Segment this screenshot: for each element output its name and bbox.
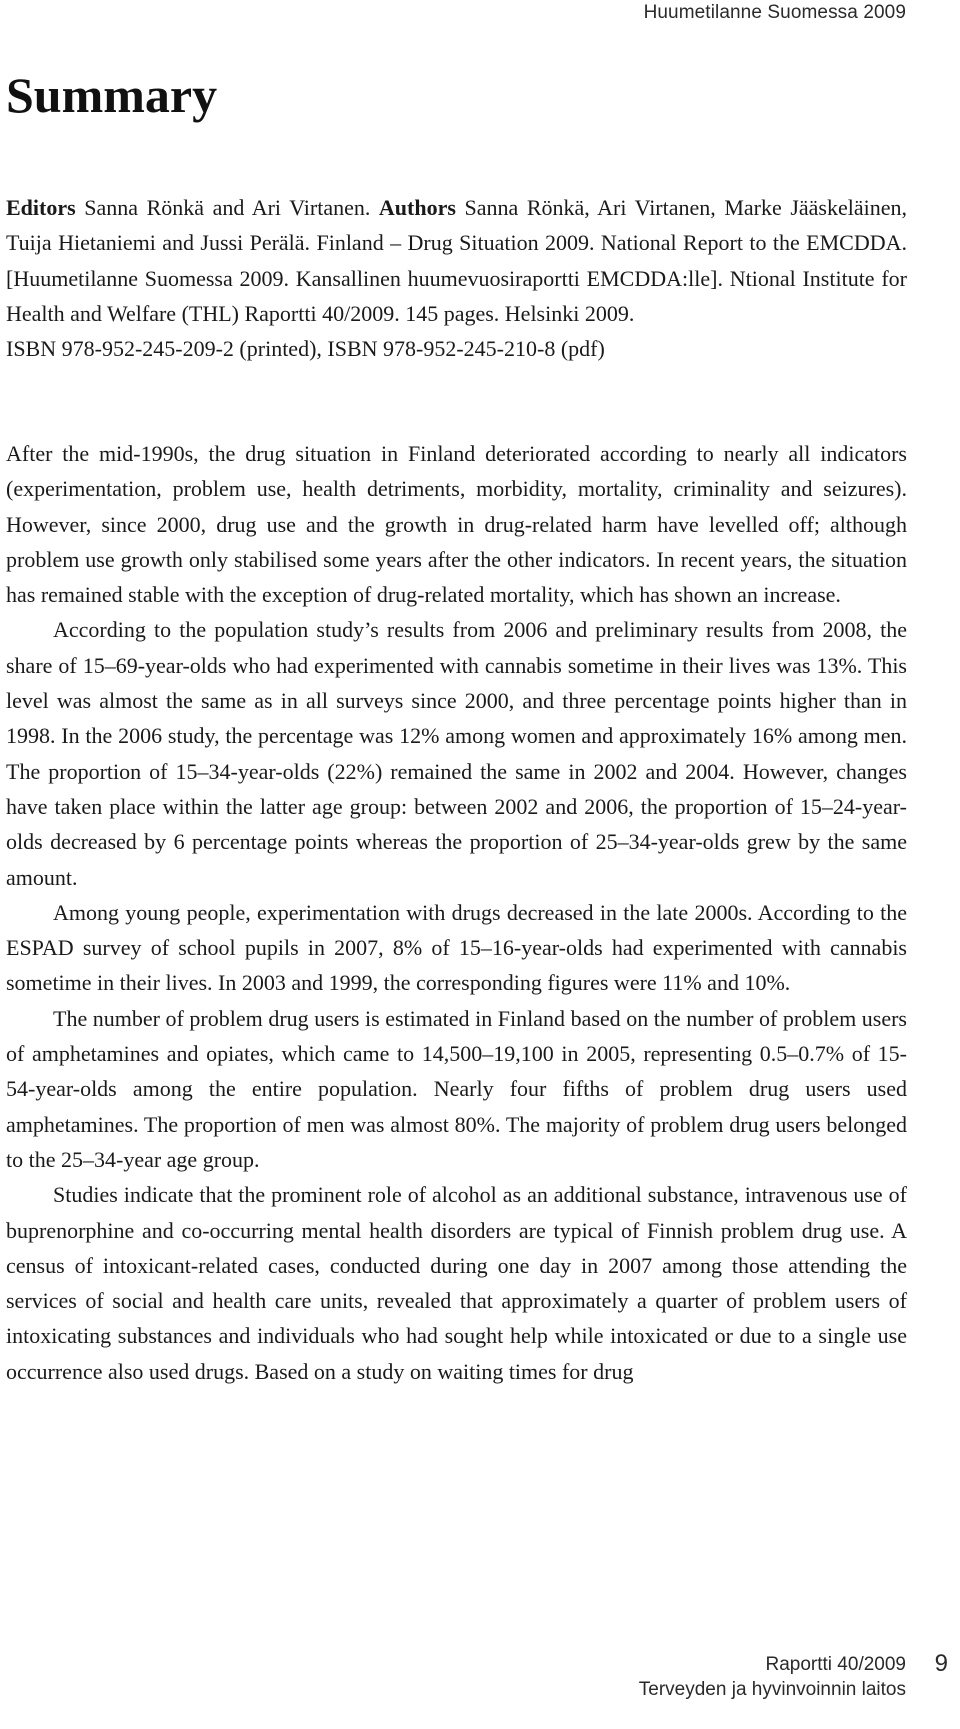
footer-institute: Terveyden ja hyvinvoinnin laitos [638,1679,906,1700]
summary-body [6,436,907,1389]
paragraph: After the mid-1990s, the drug situation in Finland deteriorated according to nearly all indicators (experimentation, problem use, health detriments, morbidity, mortality, criminality and seizures). However, since 2000, drug use and the growth in drug-related harm have levelled off; although problem use growth only stabilised some years after the other indicators. In recent years, the situation has remained stable with the exception of drug-related mortality, which has shown an increase. [6,441,907,608]
isbn-line: ISBN 978-952-245-209-2 (printed), ISBN 978-952-245-210-8 (pdf) [6,336,605,362]
paragraph: The number of problem drug users is estimated in Finland based on the number of problem users of amphetamines and opiates, which came to 14,500–19,100 in 2005, representing 0.5–0.7% of 15-54-year-olds among the entire population. Nearly four fifths of problem drug users used amphetamines. The proportion of men was almost 80%. The majority of problem drug users belonged to the 25–34-year age group. [6,1005,907,1172]
editors-text: Sanna Rönkä and Ari Virtanen. [75,195,379,220]
editors-label: Editors [6,195,76,220]
paragraph: According to the population study’s results from 2006 and preliminary results from 2008, the share of 15–69-year-olds who had experimented with cannabis sometime in their lives was 13%. This level was almost the same as in all surveys since 2000, and three percentage points higher than in 1998. In the 2006 study, the percentage was 12% among women and approximately 16% among men. The proportion of 15–34-year-olds (22%) remained the same in 2002 and 2004. However, changes have taken place within the latter age group: between 2002 and 2006, the proportion of 15–24-year-olds decreased by 6 percentage points whereas the proportion of 25–34-year-olds grew by the same amount. [6,617,907,890]
paragraph: Among young people, experimentation with drugs decreased in the late 2000s. According to the ESPAD survey of school pupils in 2007, 8% of 15–16-year-olds had experimented with cannabis sometime in their lives. In 2003 and 1999, the corresponding figures were 11% and 10%. [6,899,907,996]
authors-label: Authors [378,195,456,220]
footer-report: Raportti 40/2009 [765,1654,906,1675]
page-title: Summary [6,67,218,123]
paragraph: Studies indicate that the prominent role of alcohol as an additional substance, intravenous use of buprenorphine and co-occurring mental health disorders are typical of Finnish problem drug use. A census of intoxicant-related cases, conducted during one day in 2007 among those attending the services of social and health care units, revealed that approximately a quarter of problem users of intoxicating substances and individuals who had sought help while intoxicated or due to a single use occurrence also used drugs. Based on a study on waiting times for drug [6,1182,907,1384]
running-header: Huumetilanne Suomessa 2009 [643,2,906,23]
authors-text: Sanna Rönkä, Ari Virtanen, Marke Jääskeläinen, Tuija Hietaniemi and Jussi Perälä. Finland – Drug Situation 2009. National Report to the EMCDDA. [Huumetilanne Suomessa 2009. Kansallinen huumevuosiraportti EMCDDA:lle]. Ntional Institute for Health and Welfare (THL) Raportti 40/2009. 145 pages. Helsinki 2009. [6,195,907,326]
citation-text [6,190,907,331]
citation-block [6,190,907,366]
page-footer [639,1652,906,1702]
page-number: 9 [934,1650,948,1677]
